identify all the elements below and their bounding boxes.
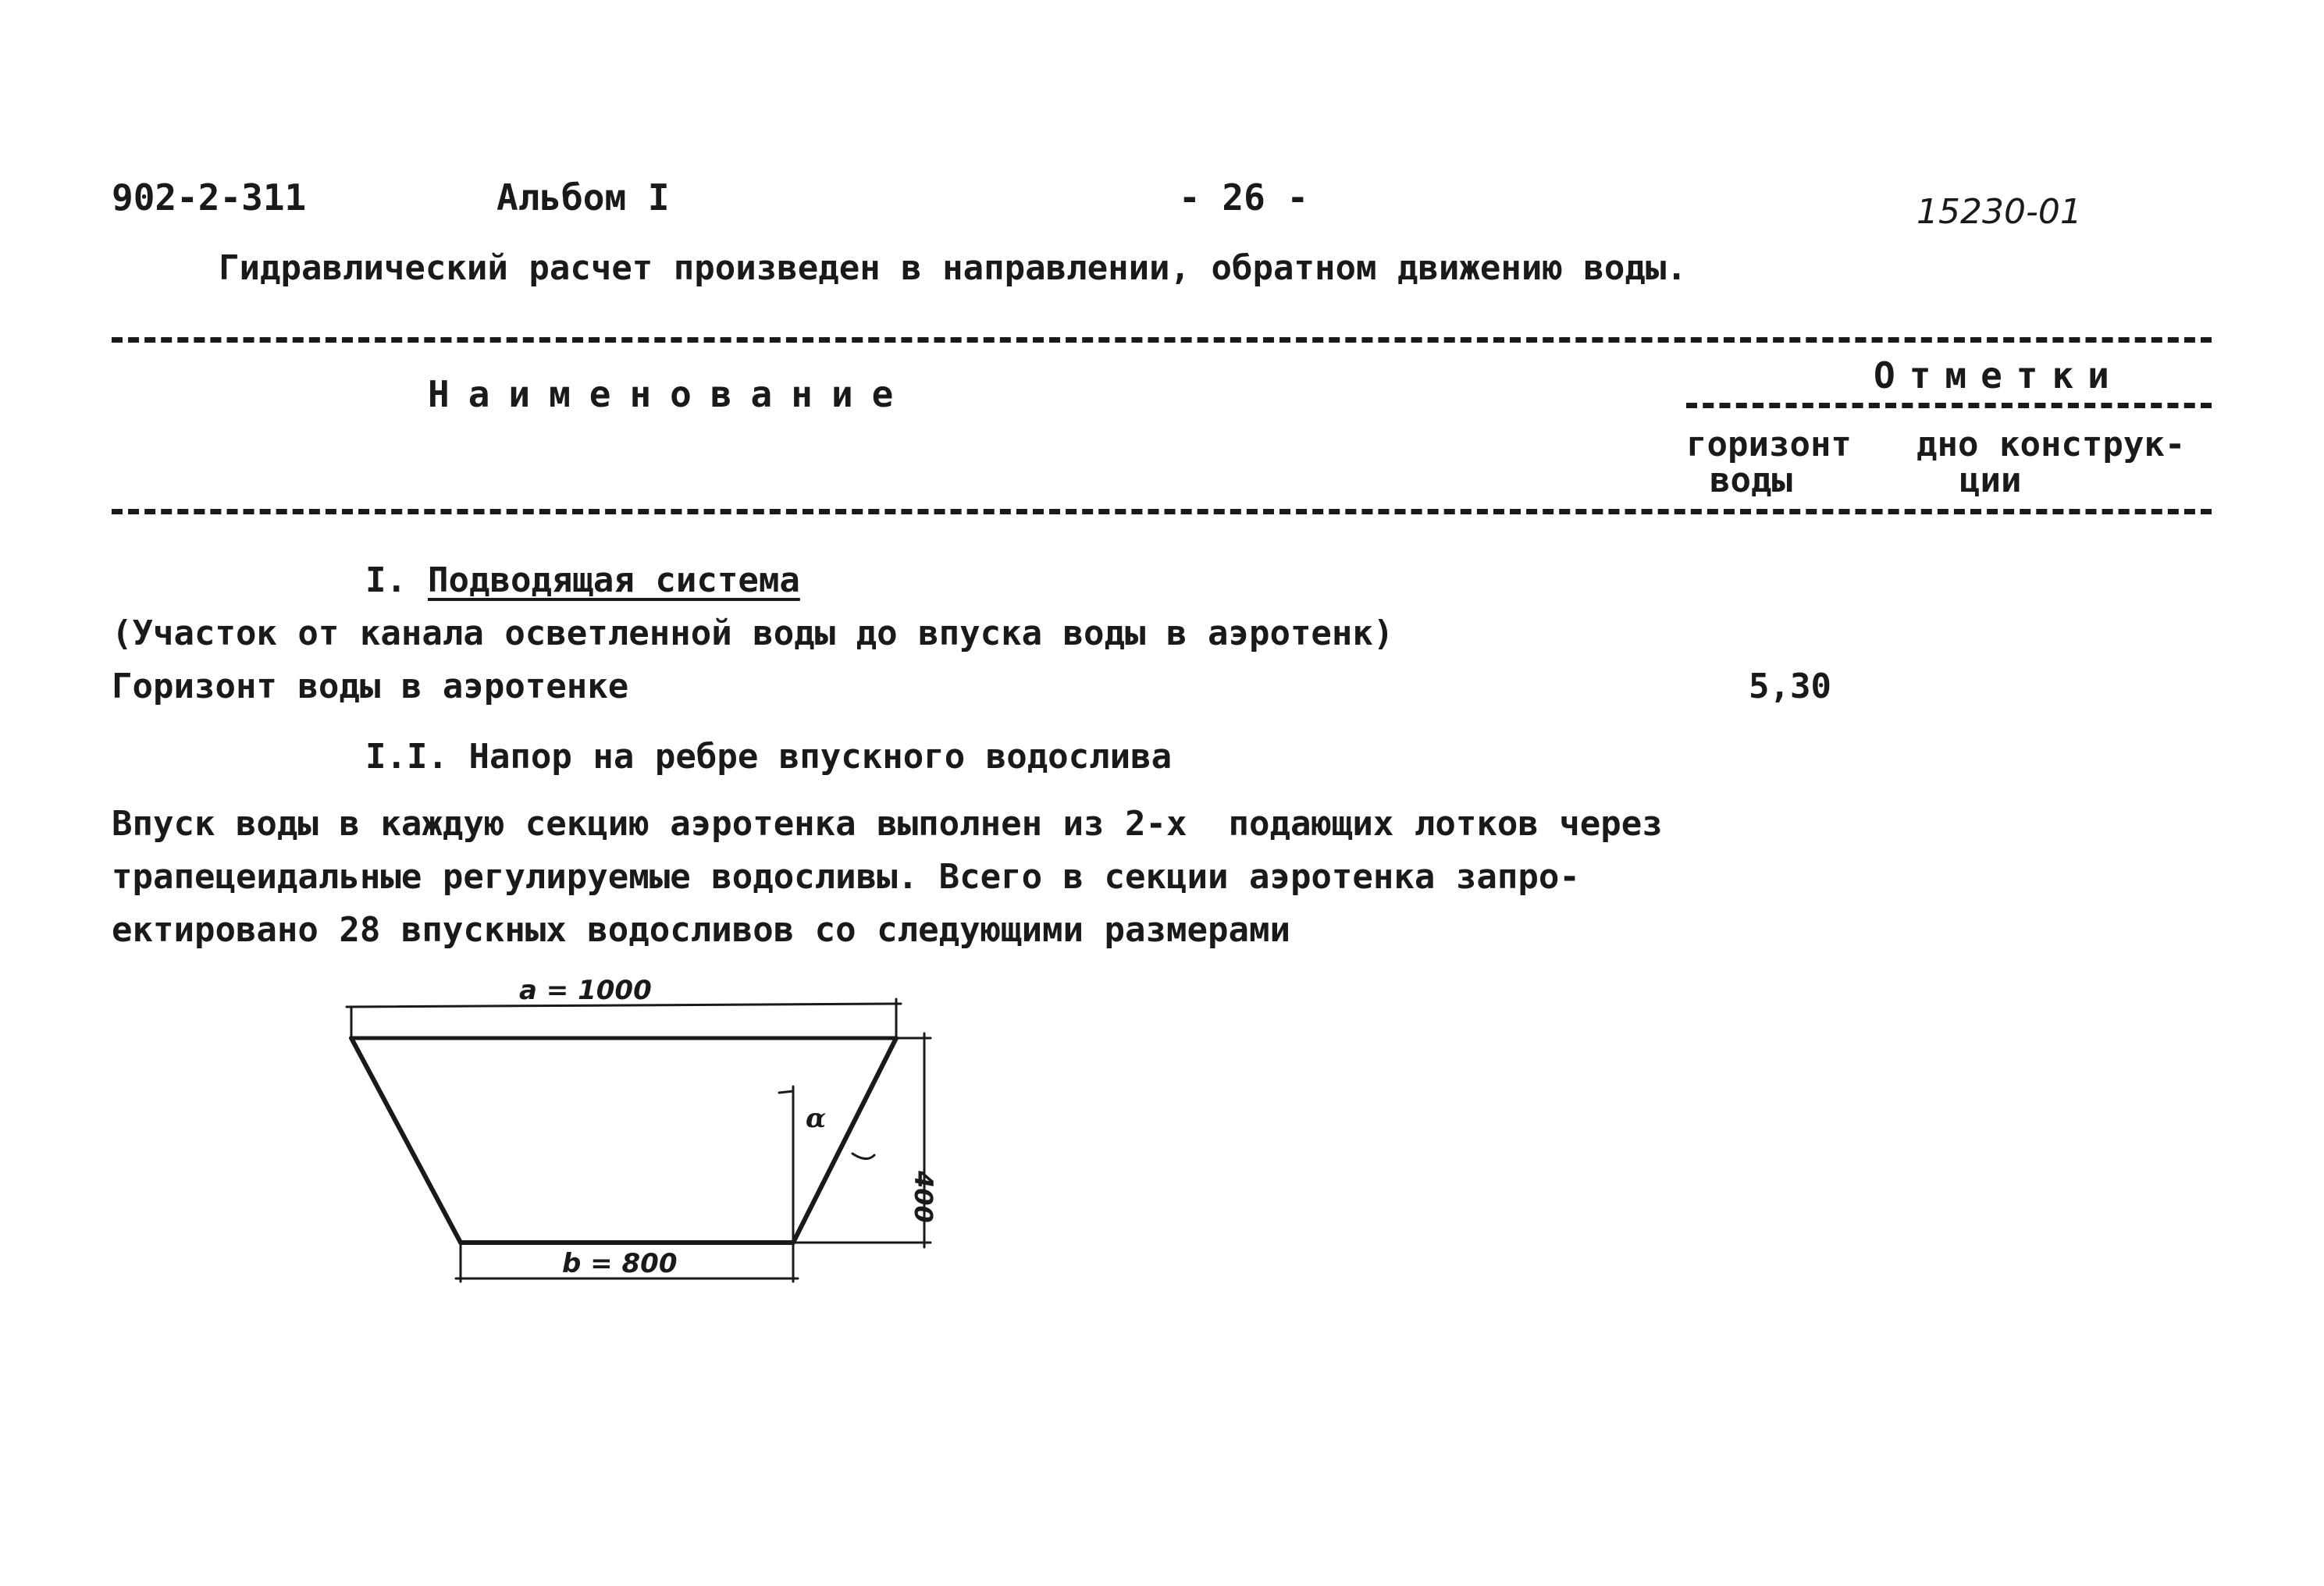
- section-subtitle: (Участок от канала осветленной воды до впуска воды в аэротенк): [112, 613, 1394, 653]
- marks-sub-rule: [1686, 403, 2212, 408]
- angle-tick: [779, 1091, 793, 1093]
- table-header-bottom-rule: [112, 509, 2212, 514]
- section-title: Подводящая система: [428, 560, 800, 600]
- paragraph-line-3: ектировано 28 впускных водосливов со следующими размерами: [112, 910, 1290, 950]
- trapezoid-weir-figure: [328, 960, 952, 1303]
- bottom-level-header-line2: ции: [1959, 461, 2022, 500]
- top-dimension-label: a = 1000: [519, 975, 652, 1006]
- subsection-title: I.I. Напор на ребре впускного водослива: [365, 737, 1173, 777]
- angle-arc: [852, 1154, 874, 1159]
- bottom-level-header-line1: дно конструк-: [1916, 425, 2186, 464]
- water-level-header-line2: воды: [1710, 461, 1792, 500]
- section-number: I.: [365, 560, 407, 600]
- right-slope: [793, 1038, 896, 1243]
- document-code: 902-2-311: [112, 176, 307, 219]
- left-slope: [351, 1038, 461, 1243]
- bottom-dimension-label: b = 800: [562, 1248, 678, 1279]
- paragraph-line-1: Впуск воды в каждую секцию аэротенка выполнен из 2-х подающих лотков через: [112, 804, 1663, 844]
- marks-header: Отметки: [1874, 354, 2123, 396]
- reference-code: 15230-01: [1916, 192, 2082, 232]
- page-number: - 26 -: [1179, 176, 1309, 219]
- paragraph-line-2: трапецеидальные регулируемые водосливы. Всего в секции аэротенка запро-: [112, 857, 1580, 897]
- intro-text: Гидравлический расчет произведен в направлении, обратном движению воды.: [219, 248, 1687, 288]
- water-level-header-line1: горизонт: [1686, 425, 1852, 464]
- angle-label: α: [806, 1103, 827, 1134]
- album-label: Альбом I: [496, 176, 670, 219]
- row-label-water-level: Горизонт воды в аэротенке: [112, 667, 629, 706]
- height-dimension-label: 400: [909, 1171, 938, 1223]
- row-value-water-level: 5,30: [1749, 667, 1831, 706]
- table-top-rule: [112, 337, 2212, 343]
- column-name-header: Наименование: [428, 373, 913, 415]
